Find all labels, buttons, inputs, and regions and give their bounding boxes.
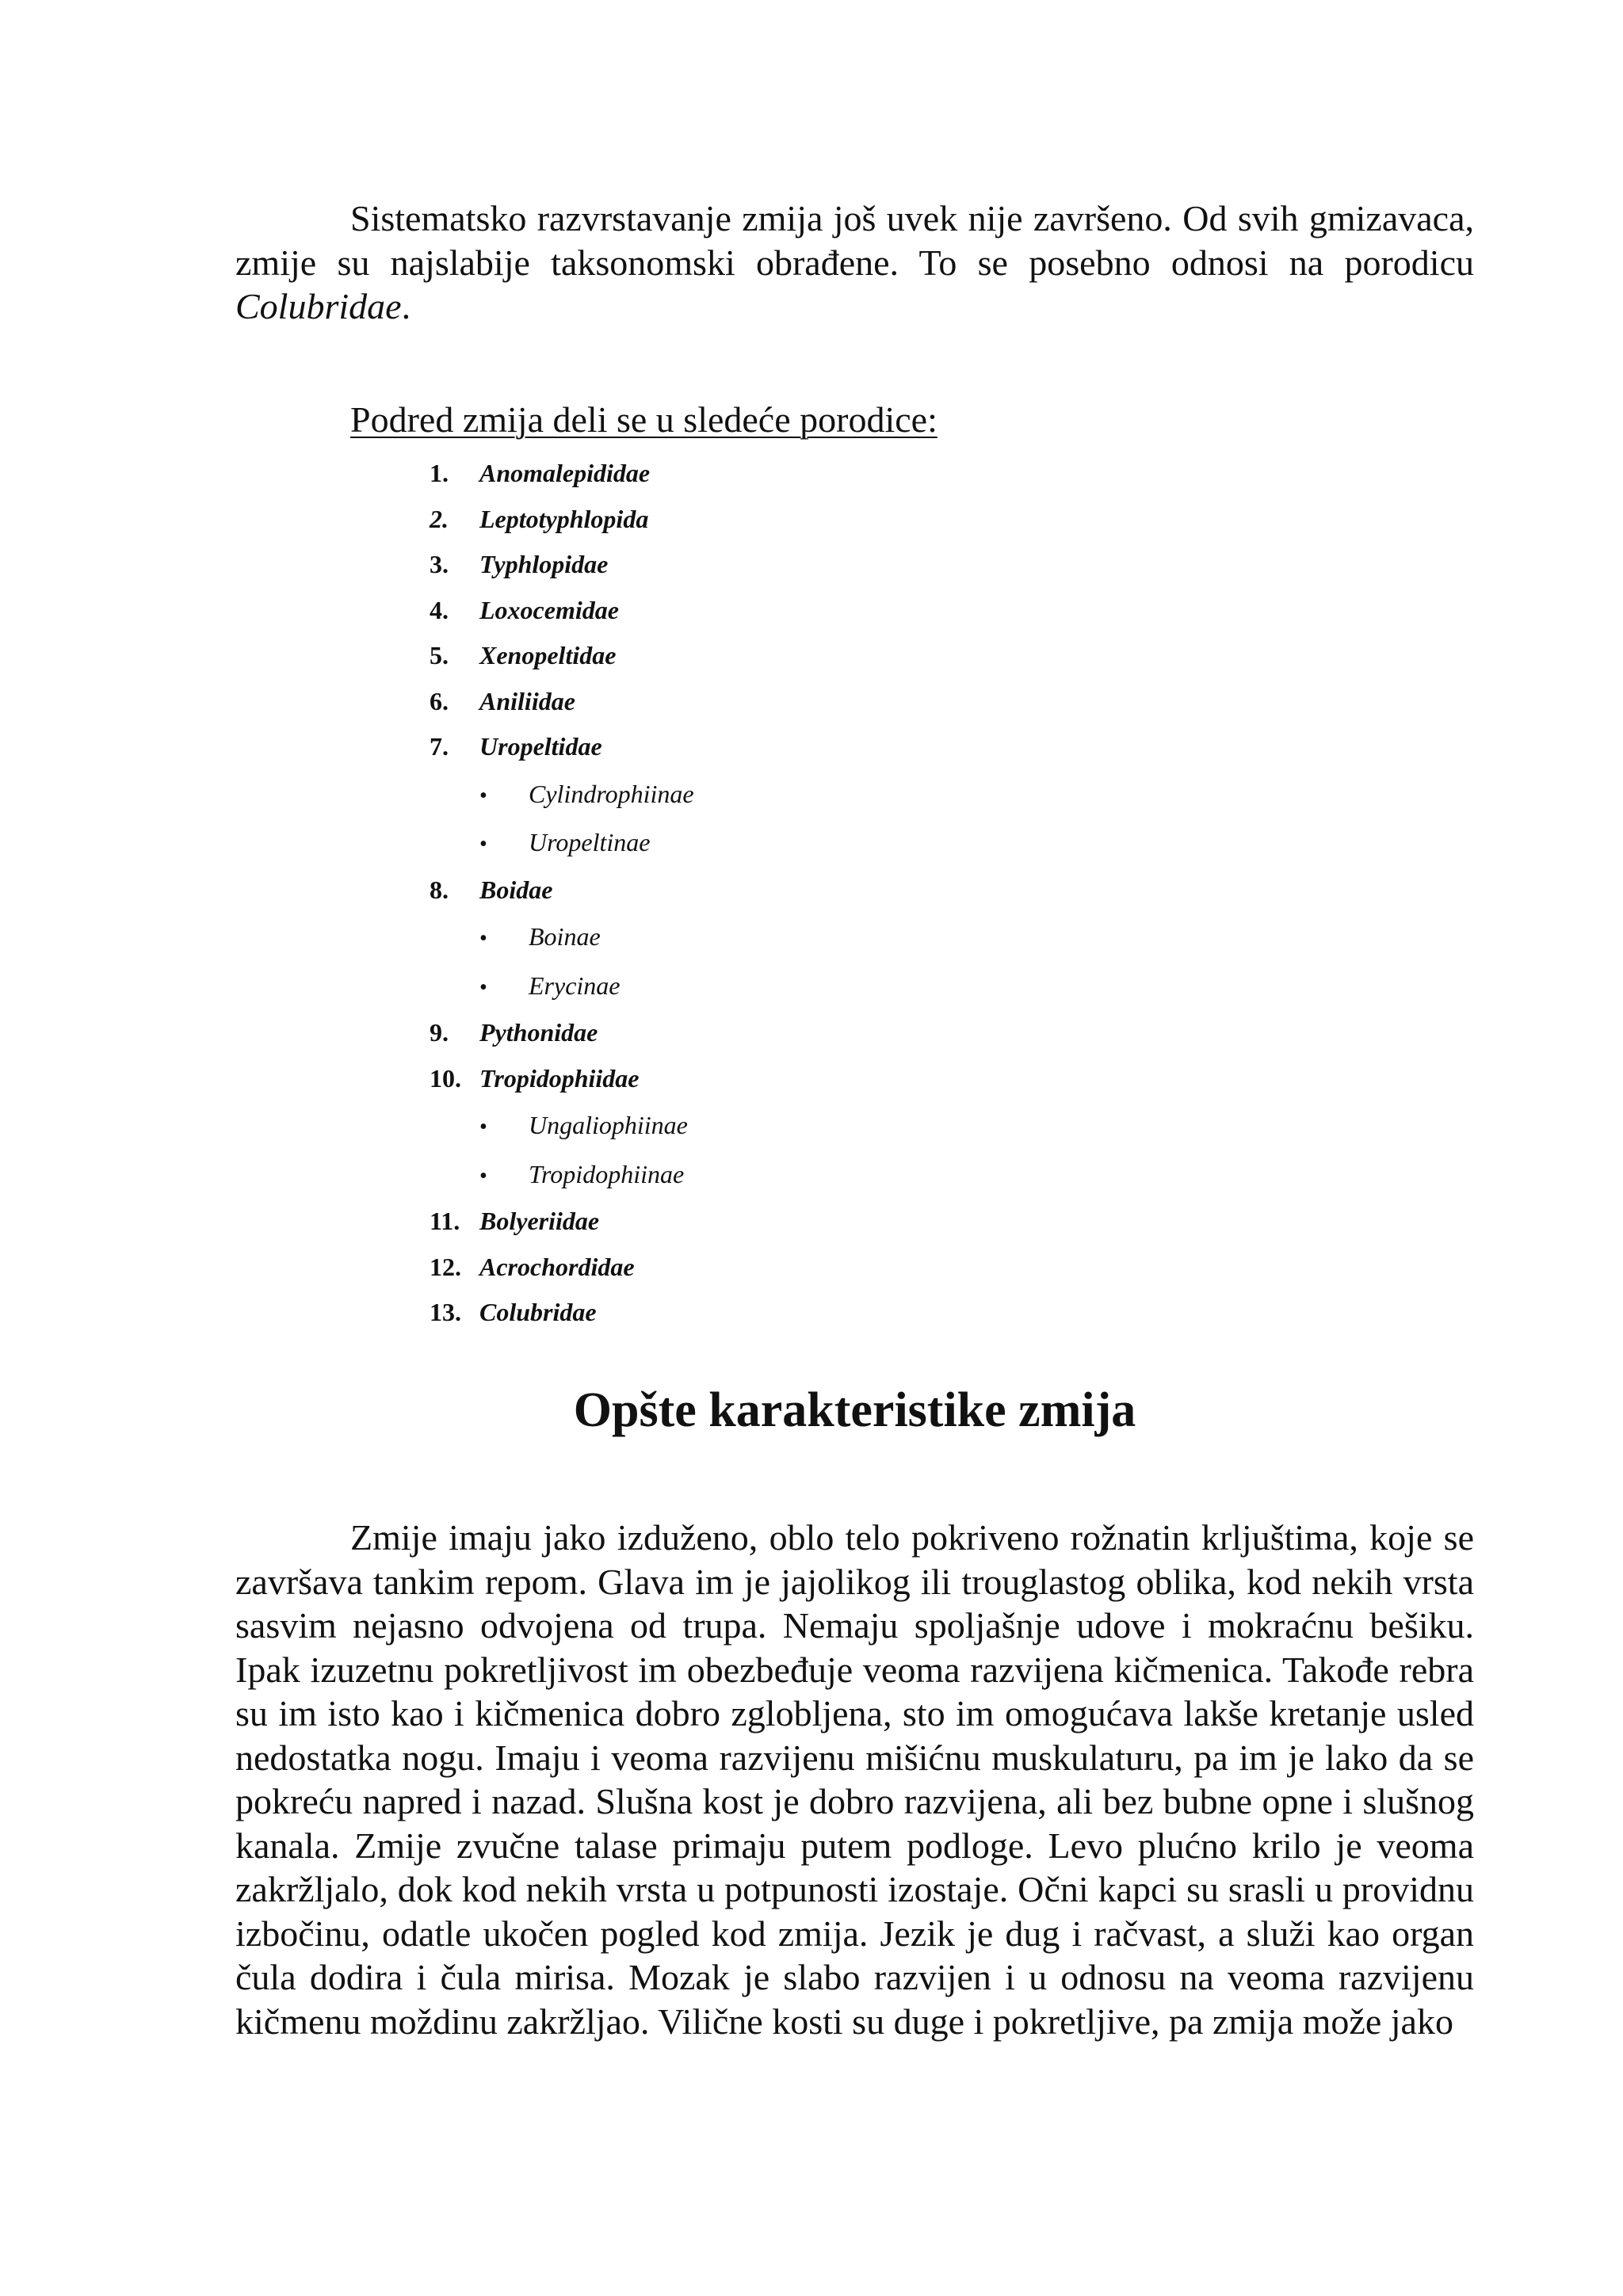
family-number: 11. xyxy=(430,1207,460,1235)
family-row xyxy=(430,1199,694,1245)
family-item xyxy=(430,1010,694,1056)
family-name: Acrochordidae xyxy=(479,1252,635,1281)
family-row xyxy=(430,1245,694,1291)
bullet-icon: • xyxy=(479,832,487,856)
body-paragraph: Zmije imaju jako izduženo, oblo telo pokriveno rožnatin krljuštima, koje se završava tankim repom. Glava im je jajolikog ili trouglastog oblika, kod nekih vrsta sasvim nejasno odvojena od trupa. Nemaju spoljašnje udove i mokraćnu bešiku. Ipak izuzetnu pokretljivost im obezbeđuje veoma razvijena kičmenica. Takođe rebra su im isto kao i kičmenica dobro zglobljena, sto im omogućava lakše kretanje usled nedostatka nogu. Imaju i veoma razvijenu mišićnu muskulaturu, pa im je lako da se pokreću napred i nazad. Slušna kost je dobro razvijena, ali bez bubne opne i slušnog kanala. Zmije zvučne talase primaju putem podloge. Levo plućno krilo je veoma zakržljalo, dok kod nekih vrsta u potpunosti izostaje. Očni kapci su srasli u providnu izbočinu, odatle ukočen pogled kod zmija. Jezik je dug i račvast, a služi kao organ čula dodira i čula mirisa. Mozak je slabo razvijen i u odnosu na veoma razvijenu kičmenu moždinu zakržljao. Vilične kosti su duge i pokretljive, pa zmija može jako xyxy=(235,1517,1474,2042)
family-name: Aniliidae xyxy=(479,686,575,715)
family-item xyxy=(430,724,694,868)
family-row xyxy=(430,542,694,588)
subfamily-row xyxy=(430,1101,694,1150)
subfamily-row xyxy=(430,913,694,962)
bullet-icon: • xyxy=(479,1115,487,1139)
subfamily-name: Ungaliophiinae xyxy=(529,1111,688,1139)
family-row xyxy=(430,451,694,497)
family-item xyxy=(430,542,694,588)
intro-paragraph xyxy=(235,196,1474,329)
subfamily-row xyxy=(430,1150,694,1199)
family-name: Bolyeriidae xyxy=(479,1207,600,1235)
family-number: 8. xyxy=(430,875,449,904)
family-item xyxy=(430,1199,694,1245)
family-number: 1. xyxy=(430,459,449,487)
family-number: 2. xyxy=(430,504,449,533)
family-row xyxy=(430,724,694,770)
family-name: Loxocemidae xyxy=(479,595,619,624)
family-item xyxy=(430,497,694,543)
family-row xyxy=(430,633,694,679)
family-row xyxy=(430,1056,694,1102)
family-number: 12. xyxy=(430,1252,461,1281)
family-number: 3. xyxy=(430,550,449,578)
family-name: Colubridae xyxy=(479,1298,597,1326)
family-row xyxy=(430,679,694,725)
family-name: Typhlopidae xyxy=(479,550,609,578)
family-item xyxy=(430,1245,694,1291)
bullet-icon: • xyxy=(479,926,487,951)
family-number: 7. xyxy=(430,732,449,761)
section-title: Opšte karakteristike zmija xyxy=(573,1383,1136,1437)
families-heading: Podred zmija deli se u sledeće porodice: xyxy=(350,399,938,440)
family-number: 10. xyxy=(430,1063,461,1093)
subfamily-name: Tropidophiinae xyxy=(529,1159,685,1188)
bullet-icon: • xyxy=(479,1163,487,1188)
family-name: Leptotyphlopida xyxy=(479,504,649,533)
family-item xyxy=(430,679,694,725)
subfamily-name: Uropeltinae xyxy=(529,828,651,856)
bullet-icon: • xyxy=(479,974,487,1000)
family-item xyxy=(430,868,694,1011)
family-item xyxy=(430,588,694,634)
family-number: 6. xyxy=(430,686,449,715)
family-row xyxy=(430,588,694,634)
intro-end: . xyxy=(401,286,411,326)
bullet-icon: • xyxy=(479,783,487,808)
subfamily-name: Erycinae xyxy=(529,971,621,1000)
family-name: Xenopeltidae xyxy=(479,641,617,669)
intro-italic-term: Colubridae xyxy=(235,286,402,326)
subfamily-row xyxy=(430,962,694,1011)
family-item xyxy=(430,1290,694,1336)
intro-text: Sistematsko razvrstavanje zmija još uvek nije završeno. Od svih gmizavaca, zmije su najslabije taksonomski obrađene. To se posebno odnosi na porodicu xyxy=(235,198,1474,283)
subfamily-name: Boinae xyxy=(529,922,601,951)
subfamily-name: Cylindrophiinae xyxy=(529,779,694,808)
family-number: 13. xyxy=(430,1298,461,1326)
family-name: Tropidophiidae xyxy=(479,1063,640,1093)
family-number: 9. xyxy=(430,1018,449,1047)
subfamily-row xyxy=(430,818,694,868)
family-name: Boidae xyxy=(479,875,553,904)
family-list xyxy=(430,451,694,1336)
family-item xyxy=(430,451,694,497)
family-item xyxy=(430,1056,694,1199)
subfamily-row xyxy=(430,770,694,819)
family-row xyxy=(430,1290,694,1336)
family-row xyxy=(430,868,694,913)
family-item xyxy=(430,633,694,679)
family-number: 5. xyxy=(430,641,449,669)
family-number: 4. xyxy=(430,595,449,624)
family-row xyxy=(430,1010,694,1056)
family-row xyxy=(430,497,694,543)
family-name: Uropeltidae xyxy=(479,732,602,761)
family-name: Pythonidae xyxy=(479,1018,598,1047)
family-name: Anomalepididae xyxy=(479,459,651,487)
